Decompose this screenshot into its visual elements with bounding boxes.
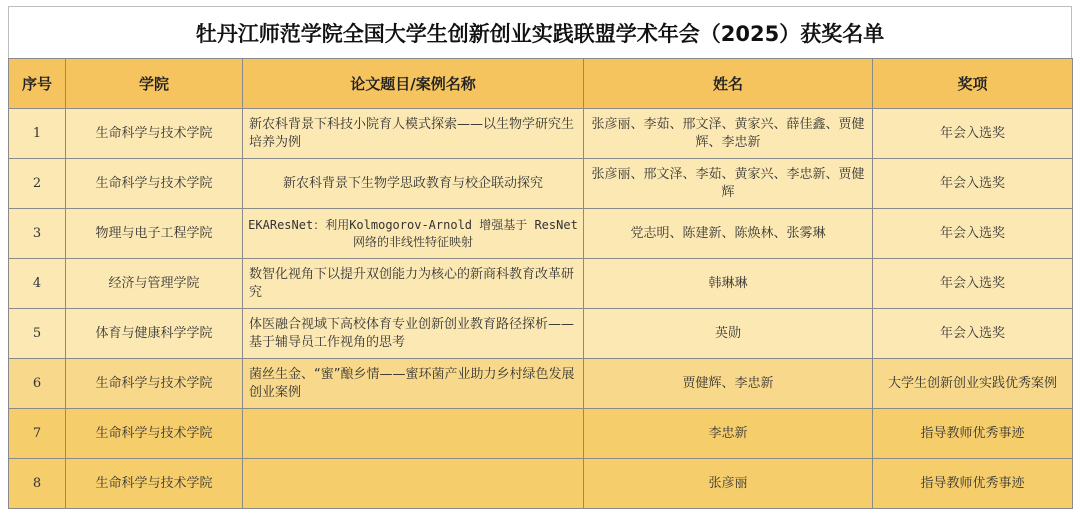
row-award: 指导教师优秀事迹 [873,409,1073,459]
row-paper: 新农科背景下生物学思政教育与校企联动探究 [243,159,584,209]
row-names: 张彦丽 [584,459,873,509]
table-row [9,109,1073,159]
table-row [9,159,1073,209]
header-college: 学院 [66,59,243,109]
page-title: 牡丹江师范学院全国大学生创新创业实践联盟学术年会（2025）获奖名单 [8,6,1072,58]
row-names: 韩琳琳 [584,259,873,309]
header-seq: 序号 [9,59,66,109]
row-seq: 8 [9,459,66,509]
header-paper: 论文题目/案例名称 [243,59,584,109]
row-paper: EKAResNet：利用Kolmogorov-Arnold 增强基于 ResNet 网络的非线性特征映射 [243,209,584,259]
row-college: 生命科学与技术学院 [66,109,243,159]
row-award: 大学生创新创业实践优秀案例 [873,359,1073,409]
row-seq: 7 [9,409,66,459]
row-college: 经济与管理学院 [66,259,243,309]
row-paper: 菌丝生金、“蜜”酿乡情——蜜环菌产业助力乡村绿色发展创业案例 [243,359,584,409]
row-seq: 6 [9,359,66,409]
table-row [9,459,1073,509]
row-seq: 5 [9,309,66,359]
table-row [9,409,1073,459]
row-college: 生命科学与技术学院 [66,409,243,459]
row-college: 体育与健康科学学院 [66,309,243,359]
row-names: 英勋 [584,309,873,359]
row-college: 物理与电子工程学院 [66,209,243,259]
row-award: 年会入选奖 [873,159,1073,209]
table-row [9,309,1073,359]
row-college: 生命科学与技术学院 [66,459,243,509]
table-row [9,359,1073,409]
row-paper: 数智化视角下以提升双创能力为核心的新商科教育改革研究 [243,259,584,309]
row-award: 年会入选奖 [873,309,1073,359]
row-names: 张彦丽、李茹、邢文泽、黄家兴、薛佳鑫、贾健辉、李忠新 [584,109,873,159]
award-table [8,58,1073,509]
table-header-row [9,59,1073,109]
row-paper [243,409,584,459]
row-college: 生命科学与技术学院 [66,359,243,409]
row-award: 年会入选奖 [873,259,1073,309]
table-row [9,259,1073,309]
row-award: 指导教师优秀事迹 [873,459,1073,509]
row-names: 党志明、陈建新、陈焕林、张雾琳 [584,209,873,259]
table-row [9,209,1073,259]
row-names: 李忠新 [584,409,873,459]
row-seq: 1 [9,109,66,159]
row-paper: 新农科背景下科技小院育人模式探索——以生物学研究生培养为例 [243,109,584,159]
row-paper [243,459,584,509]
row-paper: 体医融合视域下高校体育专业创新创业教育路径探析——基于辅导员工作视角的思考 [243,309,584,359]
row-names: 张彦丽、邢文泽、李茹、黄家兴、李忠新、贾健辉 [584,159,873,209]
row-award: 年会入选奖 [873,109,1073,159]
header-names: 姓名 [584,59,873,109]
header-award: 奖项 [873,59,1073,109]
row-college: 生命科学与技术学院 [66,159,243,209]
row-seq: 2 [9,159,66,209]
row-seq: 4 [9,259,66,309]
row-seq: 3 [9,209,66,259]
row-award: 年会入选奖 [873,209,1073,259]
row-names: 贾健辉、李忠新 [584,359,873,409]
